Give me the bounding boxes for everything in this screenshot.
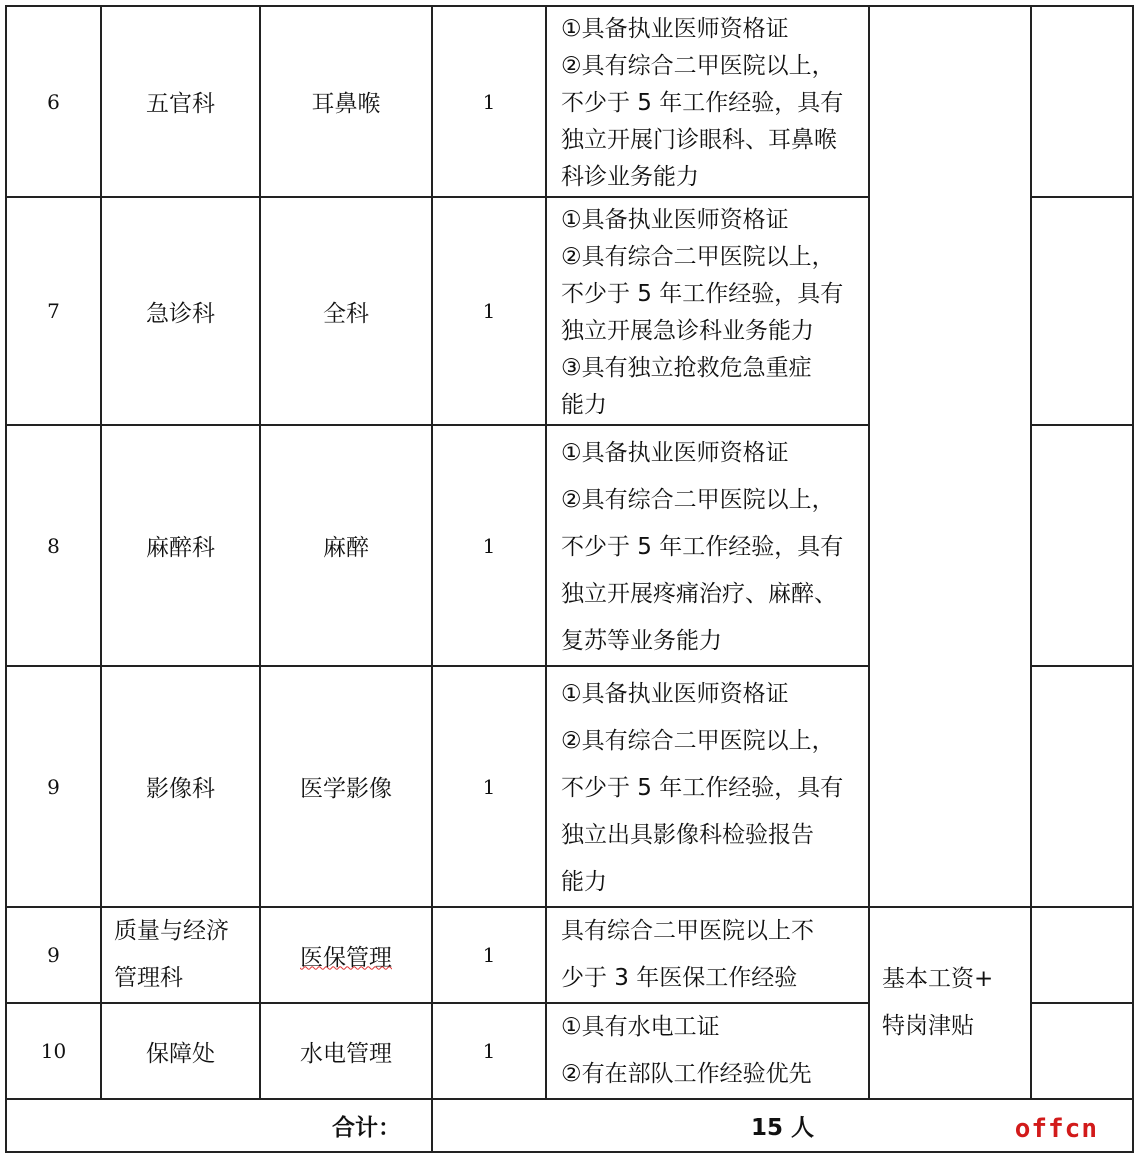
table-row [6, 907, 1133, 1003]
row-number: 10 [6, 1003, 101, 1099]
salary-empty [869, 6, 1031, 907]
headcount: 1 [432, 907, 546, 1003]
req-line: 能力 [561, 392, 607, 418]
offcn-watermark: offcn [1014, 1114, 1098, 1144]
department: 急诊科 [101, 197, 260, 425]
salary-line: 特岗津贴 [882, 1013, 974, 1039]
requirements [546, 6, 869, 197]
req-line: ①具备执业医师资格证 [561, 16, 789, 42]
req-line: 独立开展急诊科业务能力 [561, 318, 814, 344]
remarks [1031, 197, 1133, 425]
row-number: 8 [6, 425, 101, 666]
req-line: 少于 3 年医保工作经验 [561, 965, 798, 991]
headcount: 1 [432, 425, 546, 666]
req-line: 独立开展门诊眼科、耳鼻喉 [561, 127, 837, 153]
req-line: ②具有综合二甲医院以上， [561, 244, 835, 270]
position: 医学影像 [260, 666, 432, 907]
req-line: 独立出具影像科检验报告 [561, 822, 814, 848]
recruitment-table [5, 5, 1134, 1153]
requirements [546, 425, 869, 666]
req-line: 独立开展疼痛治疗、麻醉、 [561, 581, 837, 607]
salary-line: 基本工资+ [882, 966, 994, 992]
department: 五官科 [101, 6, 260, 197]
department: 保障处 [101, 1003, 260, 1099]
req-line: ①具备执业医师资格证 [561, 207, 789, 233]
department: 影像科 [101, 666, 260, 907]
req-line: 不少于 5 年工作经验，具有 [561, 534, 844, 560]
department-line: 管理科 [114, 965, 183, 991]
remarks [1031, 425, 1133, 666]
salary [869, 907, 1031, 1099]
headcount: 1 [432, 197, 546, 425]
req-line: ②有在部队工作经验优先 [561, 1061, 812, 1087]
row-number: 9 [6, 907, 101, 1003]
req-line: ②具有综合二甲医院以上， [561, 487, 835, 513]
requirements [546, 197, 869, 425]
req-line: ③具有独立抢救危急重症 [561, 355, 812, 381]
req-line: 科诊业务能力 [561, 164, 699, 190]
req-line: ①具备执业医师资格证 [561, 681, 789, 707]
total-value-text: 15 人 [750, 1115, 814, 1141]
req-line: 具有综合二甲医院以上不 [561, 918, 814, 944]
position: 水电管理 [260, 1003, 432, 1099]
headcount: 1 [432, 666, 546, 907]
position [260, 907, 432, 1003]
total-row [6, 1099, 1133, 1152]
req-line: ①具有水电工证 [561, 1014, 720, 1040]
remarks [1031, 1003, 1133, 1099]
req-line: ①具备执业医师资格证 [561, 440, 789, 466]
remarks [1031, 666, 1133, 907]
total-label: 合计： [6, 1099, 432, 1152]
requirements [546, 1003, 869, 1099]
position: 全科 [260, 197, 432, 425]
row-number: 9 [6, 666, 101, 907]
remarks [1031, 907, 1133, 1003]
requirements [546, 666, 869, 907]
req-line: ②具有综合二甲医院以上， [561, 53, 835, 79]
remarks [1031, 6, 1133, 197]
req-line: 复苏等业务能力 [561, 628, 722, 654]
row-number: 7 [6, 197, 101, 425]
requirements [546, 907, 869, 1003]
req-line: 不少于 5 年工作经验，具有 [561, 775, 844, 801]
department [101, 907, 260, 1003]
req-line: 不少于 5 年工作经验，具有 [561, 281, 844, 307]
department: 麻醉科 [101, 425, 260, 666]
position: 耳鼻喉 [260, 6, 432, 197]
headcount: 1 [432, 1003, 546, 1099]
position-text: 医保管理 [300, 944, 392, 971]
req-line: 不少于 5 年工作经验，具有 [561, 90, 844, 116]
req-line: 能力 [561, 869, 607, 895]
total-value [432, 1099, 1133, 1152]
headcount: 1 [432, 6, 546, 197]
position: 麻醉 [260, 425, 432, 666]
table-row [6, 6, 1133, 197]
row-number: 6 [6, 6, 101, 197]
req-line: ②具有综合二甲医院以上， [561, 728, 835, 754]
department-line: 质量与经济 [114, 918, 229, 944]
